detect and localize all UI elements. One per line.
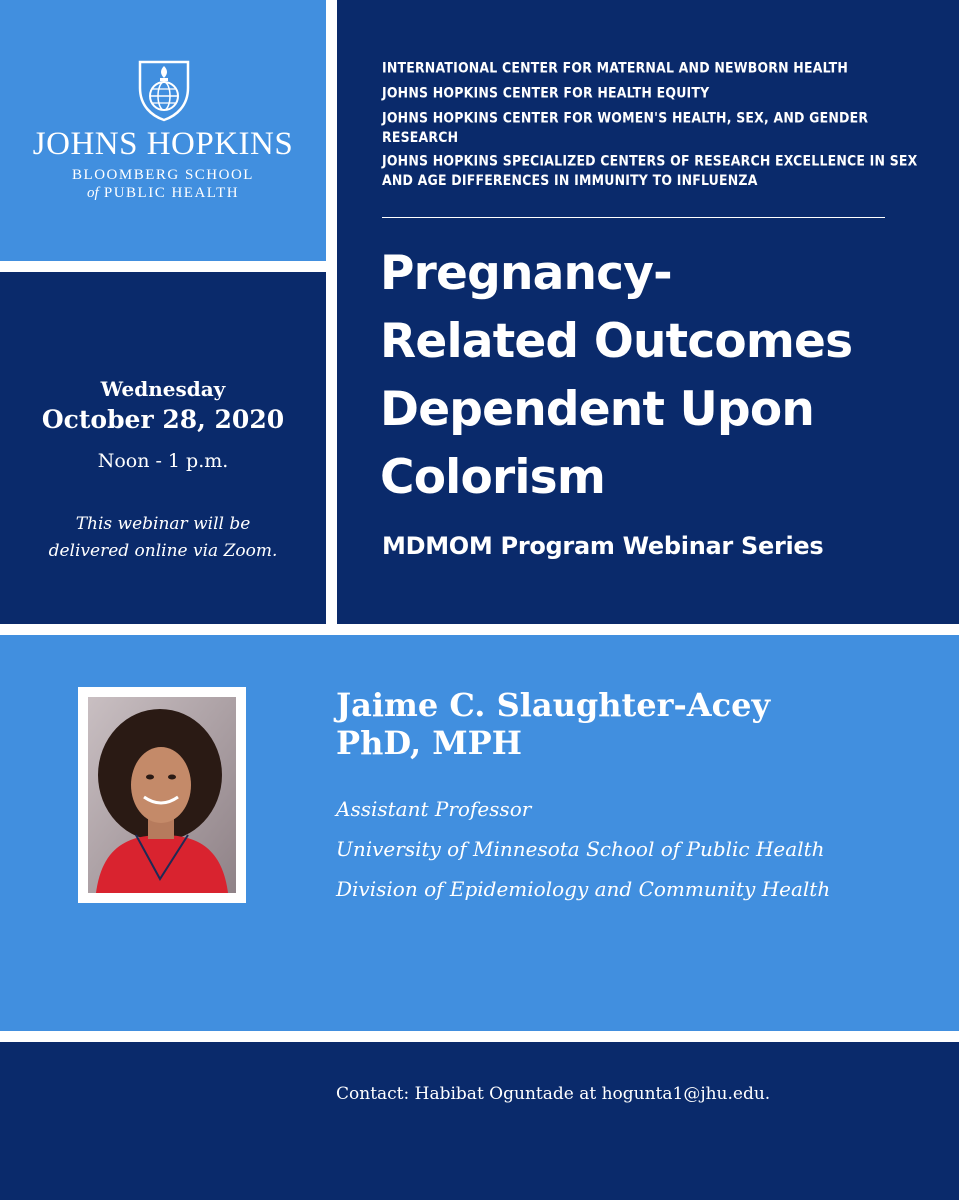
logo-school-line2 [0,184,326,202]
speaker-photo [88,697,236,893]
delivery-note [0,511,326,565]
speaker-institution: University of Minnesota School of Public Health [336,837,825,861]
contact-line: Contact: Habibat Oguntade at hogunta1@jhu.edu. [336,1084,771,1104]
center-item: JOHNS HOPKINS SPECIALIZED CENTERS OF RESEARCH EXCELLENCE IN SEX AND AGE DIFFERENCES IN IMMUNITY TO INFLUENZA [382,152,918,189]
speaker-credentials: PhD, MPH [336,724,522,762]
speaker-name [336,686,896,762]
speaker-name-line1: Jaime C. Slaughter-Acey [336,686,771,724]
centers-list [382,58,922,194]
center-item: JOHNS HOPKINS CENTER FOR HEALTH EQUITY [382,84,710,101]
event-title: Pregnancy- Related Outcomes Dependent Upon Colorism [380,246,853,505]
logo-school-line1: BLOOMBERG SCHOOL [72,167,254,183]
speaker-photo-frame [78,687,246,903]
logo-panel [0,0,326,261]
speaker-division: Division of Epidemiology and Community Health [336,877,831,901]
logo-wordmark: JOHNS HOPKINS [32,126,294,162]
event-date: October 28, 2020 [41,405,285,434]
event-weekday: Wednesday [100,377,226,401]
date-panel [0,272,326,624]
shield-globe-icon [136,58,192,122]
logo-school-line2-text: PUBLIC HEALTH [103,185,240,201]
center-item: JOHNS HOPKINS CENTER FOR WOMEN'S HEALTH, SEX, AND GENDER RESEARCH [382,109,869,146]
speaker-affiliation [336,789,936,909]
delivery-note-text: This webinar will be delivered online via Zoom. [48,514,278,561]
contact-panel [0,1042,959,1200]
series-name: MDMOM Program Webinar Series [382,532,824,560]
title-divider [382,217,885,218]
speaker-title: Assistant Professor [336,797,532,821]
logo-school-name [0,166,326,202]
event-time: Noon - 1 p.m. [97,450,229,472]
logo-school-of: of [86,185,99,201]
center-item: INTERNATIONAL CENTER FOR MATERNAL AND NEWBORN HEALTH [382,59,849,76]
